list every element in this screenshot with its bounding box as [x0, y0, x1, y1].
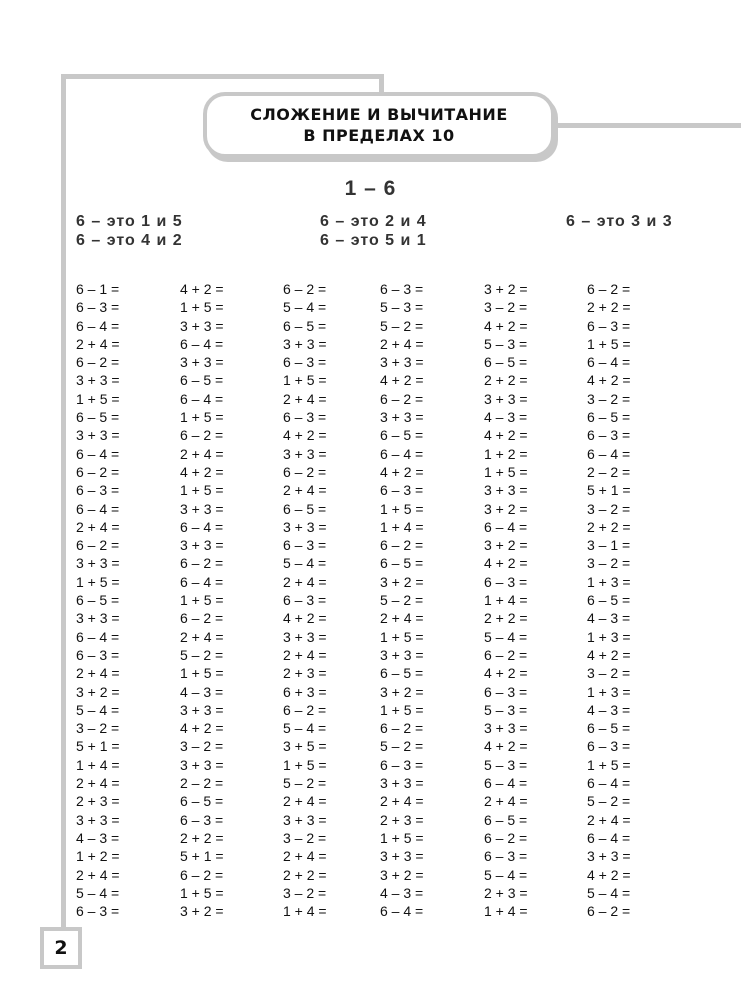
- equation: 6 – 2 =: [283, 281, 327, 297]
- equation: 5 – 3 =: [484, 335, 528, 352]
- equation: 3 + 3 =: [76, 610, 120, 627]
- equation: 4 + 2 =: [587, 372, 631, 389]
- equation: 5 + 1 =: [180, 848, 224, 865]
- number-fact: 6 – это 4 и 2: [76, 232, 183, 249]
- equation: 6 – 3 =: [587, 738, 631, 755]
- equation: 6 – 4 =: [180, 573, 224, 590]
- equation: 5 – 3 =: [484, 701, 528, 718]
- equation: 6 – 4 =: [587, 775, 631, 792]
- equation: 5 + 1 =: [76, 738, 120, 755]
- equation: 3 + 2 =: [76, 683, 120, 700]
- equation: 1 + 5 =: [380, 500, 424, 517]
- equation: 6 – 2 =: [484, 829, 528, 846]
- section-subtitle: 1 – 6: [344, 177, 397, 200]
- equation: 1 + 5 =: [380, 628, 424, 645]
- equation: 1 + 5 =: [283, 372, 327, 389]
- equation: 4 + 2 =: [283, 427, 327, 444]
- number-fact: 6 – это 1 и 5: [76, 213, 183, 230]
- equation: 2 + 4 =: [380, 335, 424, 352]
- equation: 2 + 4 =: [283, 848, 327, 865]
- title-line-1: СЛОЖЕНИЕ И ВЫЧИТАНИЕ: [250, 105, 508, 124]
- equation: 3 + 3 =: [76, 555, 120, 572]
- equation: 3 – 2 =: [76, 720, 120, 737]
- equation: 6 – 3 =: [76, 903, 120, 920]
- equation: 1 + 5 =: [180, 482, 224, 499]
- equation: 6 – 4 =: [76, 500, 120, 517]
- equation: 3 – 2 =: [587, 390, 631, 407]
- equation: 5 – 2 =: [180, 646, 224, 663]
- equation: 6 – 3 =: [76, 646, 120, 663]
- equation: 6 – 4 =: [76, 628, 120, 645]
- equation: 1 + 3 =: [587, 628, 631, 645]
- equation: 3 + 3 =: [484, 390, 528, 407]
- equation: 4 – 3 =: [587, 610, 631, 627]
- equation: 1 + 5 =: [283, 756, 327, 773]
- equation: 6 – 4 =: [587, 445, 631, 462]
- equation: 6 – 5 =: [587, 409, 631, 426]
- equation: 3 + 3 =: [76, 372, 120, 389]
- equation: 6 – 3 =: [587, 317, 631, 334]
- equation: 1 + 4 =: [380, 518, 424, 535]
- equation: 3 + 3 =: [283, 445, 327, 462]
- equation: 6 – 3 =: [180, 811, 224, 828]
- equation: 1 + 5 =: [587, 756, 631, 773]
- equation: 5 – 4 =: [76, 884, 120, 901]
- equation: 2 + 4 =: [283, 793, 327, 810]
- equation: 6 – 2 =: [380, 537, 424, 554]
- equation: 6 – 3 =: [484, 683, 528, 700]
- equation: 6 – 5 =: [380, 555, 424, 572]
- equation: 1 + 2 =: [76, 848, 120, 865]
- equation: 5 – 4 =: [484, 866, 528, 883]
- equation: 6 – 4 =: [180, 518, 224, 535]
- equation: 1 + 5 =: [587, 335, 631, 352]
- equation: 1 + 5 =: [180, 409, 224, 426]
- equation: 2 + 4 =: [484, 793, 528, 810]
- equation: 1 + 5 =: [380, 829, 424, 846]
- equation: 6 – 5 =: [587, 720, 631, 737]
- equation: 6 – 5 =: [180, 793, 224, 810]
- equation: 4 + 2 =: [484, 427, 528, 444]
- equation: 3 – 2 =: [587, 555, 631, 572]
- equation: 2 – 2 =: [587, 463, 631, 480]
- equation: 3 + 3 =: [180, 354, 224, 371]
- equation: 2 – 2 =: [180, 775, 224, 792]
- equation: 5 – 2 =: [380, 317, 424, 334]
- equation: 6 – 5 =: [380, 665, 424, 682]
- page-number-box: [40, 927, 82, 969]
- equation: 3 + 3 =: [283, 811, 327, 828]
- equation: 6 – 2 =: [76, 463, 120, 480]
- equation: 3 + 3 =: [283, 518, 327, 535]
- equation: 6 – 3 =: [380, 482, 424, 499]
- equation: 6 – 2 =: [76, 354, 120, 371]
- equation: 3 + 3 =: [180, 701, 224, 718]
- equation: 3 + 3 =: [180, 756, 224, 773]
- equation: 6 – 5 =: [76, 409, 120, 426]
- equation: 6 – 3 =: [380, 281, 424, 297]
- equation: 3 – 2 =: [587, 500, 631, 517]
- equation: 3 + 3 =: [380, 409, 424, 426]
- equation: 3 + 2 =: [484, 537, 528, 554]
- number-fact: 6 – это 3 и 3: [566, 213, 673, 230]
- frame-top-border: [61, 74, 384, 79]
- equation: 6 – 4 =: [484, 518, 528, 535]
- equation: 6 – 3 =: [484, 573, 528, 590]
- equation: 6 – 5 =: [484, 354, 528, 371]
- equation: 4 – 3 =: [484, 409, 528, 426]
- equation: 6 – 2 =: [180, 555, 224, 572]
- equation: 1 + 2 =: [484, 445, 528, 462]
- equation: 6 – 5 =: [76, 592, 120, 609]
- equation: 6 – 4 =: [76, 317, 120, 334]
- equation: 6 – 2 =: [180, 866, 224, 883]
- equation: 6 – 2 =: [283, 701, 327, 718]
- equation: 6 – 3 =: [283, 409, 327, 426]
- equation: 3 + 3 =: [587, 848, 631, 865]
- equation: 6 – 4 =: [587, 829, 631, 846]
- exercise-column-3: [283, 280, 327, 920]
- equation: 4 + 2 =: [180, 720, 224, 737]
- frame-right-border: [555, 123, 741, 128]
- equation: 6 – 2 =: [380, 390, 424, 407]
- equation: 5 – 3 =: [380, 299, 424, 316]
- equation: 5 – 2 =: [283, 775, 327, 792]
- equation: 6 – 3 =: [76, 482, 120, 499]
- equation: 1 + 4 =: [76, 756, 120, 773]
- equation: 6 – 5 =: [283, 500, 327, 517]
- equation: 1 + 4 =: [484, 592, 528, 609]
- equation: 6 – 2 =: [587, 903, 631, 920]
- equation: 2 + 2 =: [180, 829, 224, 846]
- equation: 3 + 3 =: [484, 482, 528, 499]
- equation: 4 – 3 =: [587, 701, 631, 718]
- exercise-column-4: [380, 280, 424, 920]
- equation: 2 + 2 =: [283, 866, 327, 883]
- equation: 5 – 4 =: [283, 720, 327, 737]
- equation: 6 – 2 =: [587, 281, 631, 297]
- equation: 6 – 3 =: [283, 537, 327, 554]
- equation: 4 + 2 =: [484, 738, 528, 755]
- equation: 2 + 4 =: [76, 518, 120, 535]
- equation: 2 + 2 =: [587, 299, 631, 316]
- equation: 2 + 4 =: [76, 335, 120, 352]
- equation: 1 + 5 =: [76, 390, 120, 407]
- equation: 5 – 4 =: [283, 299, 327, 316]
- equation: 5 – 3 =: [484, 756, 528, 773]
- equation: 4 + 2 =: [180, 463, 224, 480]
- equation: 4 + 2 =: [484, 665, 528, 682]
- equation: 6 + 3 =: [283, 683, 327, 700]
- equation: 3 + 2 =: [180, 903, 224, 920]
- equation: 6 – 2 =: [283, 463, 327, 480]
- equation: 4 + 2 =: [484, 317, 528, 334]
- equation: 3 + 3 =: [76, 427, 120, 444]
- equation: 5 – 4 =: [587, 884, 631, 901]
- equation: 4 + 2 =: [380, 463, 424, 480]
- equation: 3 + 3 =: [76, 811, 120, 828]
- equation: 2 + 4 =: [283, 646, 327, 663]
- equation: 4 – 3 =: [380, 884, 424, 901]
- equation: 4 + 2 =: [587, 866, 631, 883]
- number-fact: 6 – это 2 и 4: [320, 213, 427, 230]
- equation: 1 + 5 =: [484, 463, 528, 480]
- number-fact: 6 – это 5 и 1: [320, 232, 427, 249]
- equation: 3 + 3 =: [180, 537, 224, 554]
- equation: 2 + 4 =: [283, 482, 327, 499]
- equation: 6 – 3 =: [587, 427, 631, 444]
- equation: 2 + 3 =: [380, 811, 424, 828]
- equation: 5 + 1 =: [587, 482, 631, 499]
- exercise-column-6: [587, 280, 631, 920]
- equation: 2 + 4 =: [380, 793, 424, 810]
- equation: 4 – 3 =: [76, 829, 120, 846]
- equation: 3 + 2 =: [484, 500, 528, 517]
- equation: 6 – 3 =: [283, 592, 327, 609]
- equation: 3 + 3 =: [180, 500, 224, 517]
- frame-left-border: [61, 74, 66, 929]
- page-number: 2: [54, 937, 68, 959]
- equation: 3 + 3 =: [380, 646, 424, 663]
- title-line-2: В ПРЕДЕЛАХ 10: [303, 126, 455, 145]
- equation: 2 + 3 =: [283, 665, 327, 682]
- equation: 2 + 4 =: [76, 866, 120, 883]
- equation: 6 – 4 =: [484, 775, 528, 792]
- equation: 2 + 3 =: [484, 884, 528, 901]
- equation: 3 – 2 =: [283, 884, 327, 901]
- equation: 1 + 4 =: [484, 903, 528, 920]
- equation: 3 + 5 =: [283, 738, 327, 755]
- equation: 6 – 5 =: [587, 592, 631, 609]
- equation: 6 – 4 =: [587, 354, 631, 371]
- equation: 3 + 2 =: [380, 683, 424, 700]
- equation: 2 + 2 =: [587, 518, 631, 535]
- equation: 3 + 3 =: [484, 720, 528, 737]
- equation: 6 – 2 =: [484, 646, 528, 663]
- equation: 1 + 5 =: [76, 573, 120, 590]
- equation: 3 – 2 =: [283, 829, 327, 846]
- equation: 1 + 5 =: [180, 884, 224, 901]
- equation: 5 – 2 =: [380, 592, 424, 609]
- equation: 6 – 3 =: [484, 848, 528, 865]
- exercise-column-2: [180, 280, 224, 920]
- equation: 1 + 3 =: [587, 683, 631, 700]
- equation: 6 – 4 =: [76, 445, 120, 462]
- equation: 2 + 4 =: [283, 573, 327, 590]
- equation: 5 – 4 =: [283, 555, 327, 572]
- equation: 4 + 2 =: [180, 281, 224, 297]
- equation: 3 + 3 =: [283, 335, 327, 352]
- equation: 6 – 3 =: [380, 756, 424, 773]
- title-box: [203, 92, 555, 158]
- equation: 5 – 2 =: [587, 793, 631, 810]
- equation: 6 – 2 =: [76, 537, 120, 554]
- equation: 6 – 3 =: [283, 354, 327, 371]
- equation: 4 + 2 =: [587, 646, 631, 663]
- equation: 2 + 4 =: [180, 628, 224, 645]
- equation: 2 + 4 =: [587, 811, 631, 828]
- equation: 6 – 1 =: [76, 281, 120, 297]
- exercise-column-5: [484, 280, 528, 920]
- equation: 6 – 4 =: [380, 445, 424, 462]
- equation: 3 + 2 =: [484, 281, 528, 297]
- equation: 2 + 2 =: [484, 372, 528, 389]
- equation: 2 + 4 =: [180, 445, 224, 462]
- equation: 1 + 5 =: [180, 665, 224, 682]
- equation: 3 – 2 =: [587, 665, 631, 682]
- equation: 1 + 5 =: [380, 701, 424, 718]
- equation: 4 – 3 =: [180, 683, 224, 700]
- equation: 3 + 3 =: [180, 317, 224, 334]
- equation: 1 + 5 =: [180, 299, 224, 316]
- equation: 6 – 2 =: [380, 720, 424, 737]
- equation: 3 – 2 =: [484, 299, 528, 316]
- equation: 3 + 3 =: [380, 354, 424, 371]
- equation: 3 – 1 =: [587, 537, 631, 554]
- equation: 4 + 2 =: [484, 555, 528, 572]
- equation: 2 + 3 =: [76, 793, 120, 810]
- equation: 3 + 2 =: [380, 573, 424, 590]
- equation: 2 + 2 =: [484, 610, 528, 627]
- equation: 2 + 4 =: [283, 390, 327, 407]
- equation: 6 – 4 =: [180, 390, 224, 407]
- equation: 4 + 2 =: [380, 372, 424, 389]
- equation: 5 – 4 =: [484, 628, 528, 645]
- equation: 2 + 4 =: [76, 775, 120, 792]
- exercise-column-1: [76, 280, 120, 920]
- equation: 3 – 2 =: [180, 738, 224, 755]
- equation: 5 – 4 =: [76, 701, 120, 718]
- equation: 3 + 3 =: [380, 848, 424, 865]
- equation: 6 – 4 =: [180, 335, 224, 352]
- equation: 6 – 5 =: [484, 811, 528, 828]
- equation: 5 – 2 =: [380, 738, 424, 755]
- equation: 6 – 5 =: [283, 317, 327, 334]
- equation: 6 – 5 =: [180, 372, 224, 389]
- equation: 1 + 3 =: [587, 573, 631, 590]
- equation: 6 – 2 =: [180, 427, 224, 444]
- equation: 1 + 4 =: [283, 903, 327, 920]
- equation: 3 + 3 =: [380, 775, 424, 792]
- equation: 4 + 2 =: [283, 610, 327, 627]
- equation: 3 + 3 =: [283, 628, 327, 645]
- equation: 6 – 2 =: [180, 610, 224, 627]
- equation: 6 – 5 =: [380, 427, 424, 444]
- equation: 6 – 4 =: [380, 903, 424, 920]
- equation: 6 – 3 =: [76, 299, 120, 316]
- equation: 2 + 4 =: [380, 610, 424, 627]
- equation: 3 + 2 =: [380, 866, 424, 883]
- equation: 1 + 5 =: [180, 592, 224, 609]
- equation: 2 + 4 =: [76, 665, 120, 682]
